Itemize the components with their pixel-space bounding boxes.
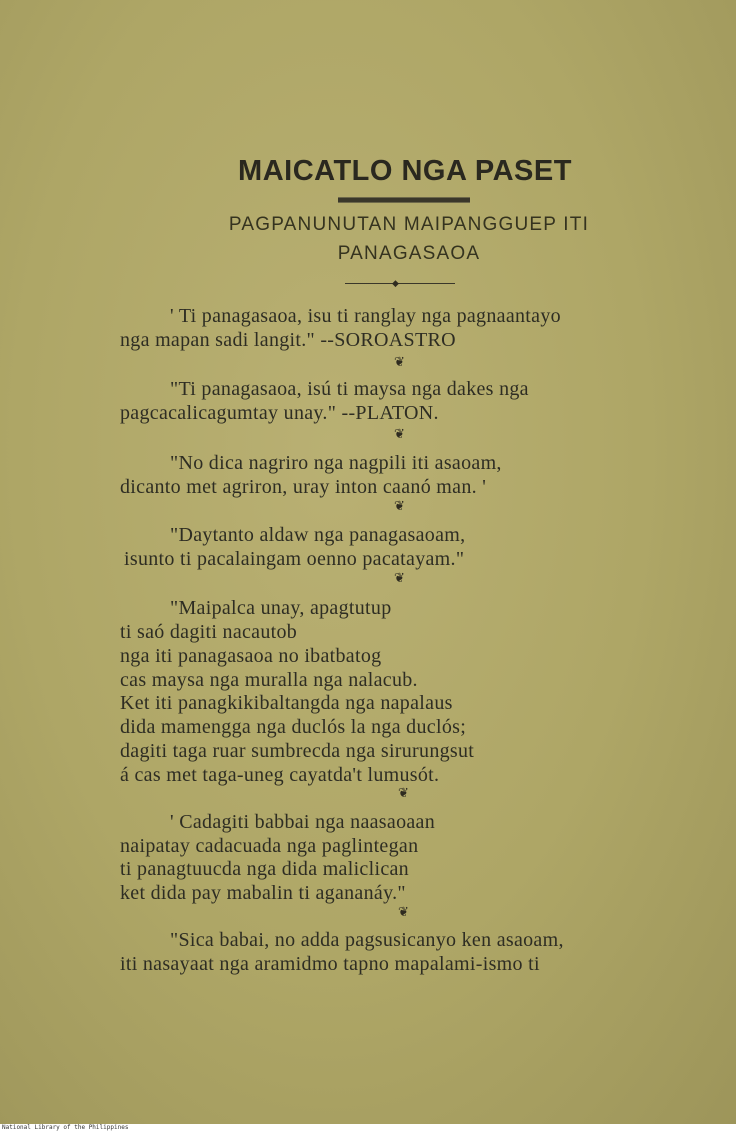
library-credit: National Library of the Philippines bbox=[2, 1124, 129, 1131]
quote-7-line-1: "Sica babai, no adda pagsusicanyo ken asaoam, bbox=[170, 929, 564, 951]
page-title: MAICATLO NGA PASET bbox=[238, 155, 572, 187]
flower-ornament-icon: ❦ bbox=[394, 355, 405, 370]
diamond-ornament-icon: ◆ bbox=[392, 279, 399, 289]
subtitle-line-2: PANAGASAOA bbox=[337, 243, 481, 264]
flower-ornament-icon: ❦ bbox=[394, 499, 405, 514]
quote-5-line-6: dida mamengga nga duclós la nga duclós; bbox=[120, 716, 467, 738]
quote-5-line-4: cas maysa nga muralla nga nalacub. bbox=[120, 669, 418, 691]
quote-5-line-3: nga iti panagasaoa no ibatbatog bbox=[120, 645, 382, 667]
flower-ornament-icon: ❦ bbox=[398, 905, 409, 920]
quote-4-line-1: "Daytanto aldaw nga panagasaoam, bbox=[170, 524, 466, 546]
quote-2-line-1: "Ti panagasaoa, isú ti maysa nga dakes nga bbox=[170, 378, 529, 400]
quote-3-line-1: "No dica nagriro nga nagpili iti asaoam, bbox=[170, 452, 502, 474]
quote-5-line-5: Ket iti panagkikibaltangda nga napalaus bbox=[120, 692, 453, 714]
title-underline bbox=[338, 197, 470, 203]
quote-2-line-2: pagcacalicagumtay unay." --PLATON. bbox=[120, 402, 439, 424]
quote-7-line-2: iti nasayaat nga aramidmo tapno mapalami-ismo ti bbox=[120, 953, 540, 975]
quote-6-line-1: ' Cadagiti babbai nga naasaoaan bbox=[170, 811, 436, 833]
quote-6-line-4: ket dida pay mabalin ti agananáy." bbox=[120, 882, 406, 904]
subtitle-line-1: PAGPANUNUTAN MAIPANGGUEP ITI bbox=[228, 214, 590, 235]
flower-ornament-icon: ❦ bbox=[398, 786, 409, 801]
quote-6-line-3: ti panagtuucda nga dida maliclican bbox=[120, 858, 409, 880]
quote-6-line-2: naipatay cadacuada nga paglintegan bbox=[120, 835, 419, 857]
quote-1-line-1: ' Ti panagasaoa, isu ti ranglay nga pagnaantayo bbox=[170, 305, 561, 327]
quote-4-line-2: isunto ti pacalaingam oenno pacatayam." bbox=[124, 548, 465, 570]
quote-5-line-1: "Maipalca unay, apagtutup bbox=[170, 597, 392, 619]
flower-ornament-icon: ❦ bbox=[394, 571, 405, 586]
quote-5-line-2: ti saó dagiti nacautob bbox=[120, 621, 298, 643]
flower-ornament-icon: ❦ bbox=[394, 427, 405, 442]
quote-5-line-8: á cas met taga-uneg cayatda't lumusót. bbox=[120, 764, 440, 786]
quote-1-line-2: nga mapan sadi langit." --SOROASTRO bbox=[120, 329, 456, 351]
quote-5-line-7: dagiti taga ruar sumbrecda nga sirurungsut bbox=[120, 740, 475, 762]
quote-3-line-2: dicanto met agriron, uray inton caanó man. ' bbox=[120, 476, 487, 498]
